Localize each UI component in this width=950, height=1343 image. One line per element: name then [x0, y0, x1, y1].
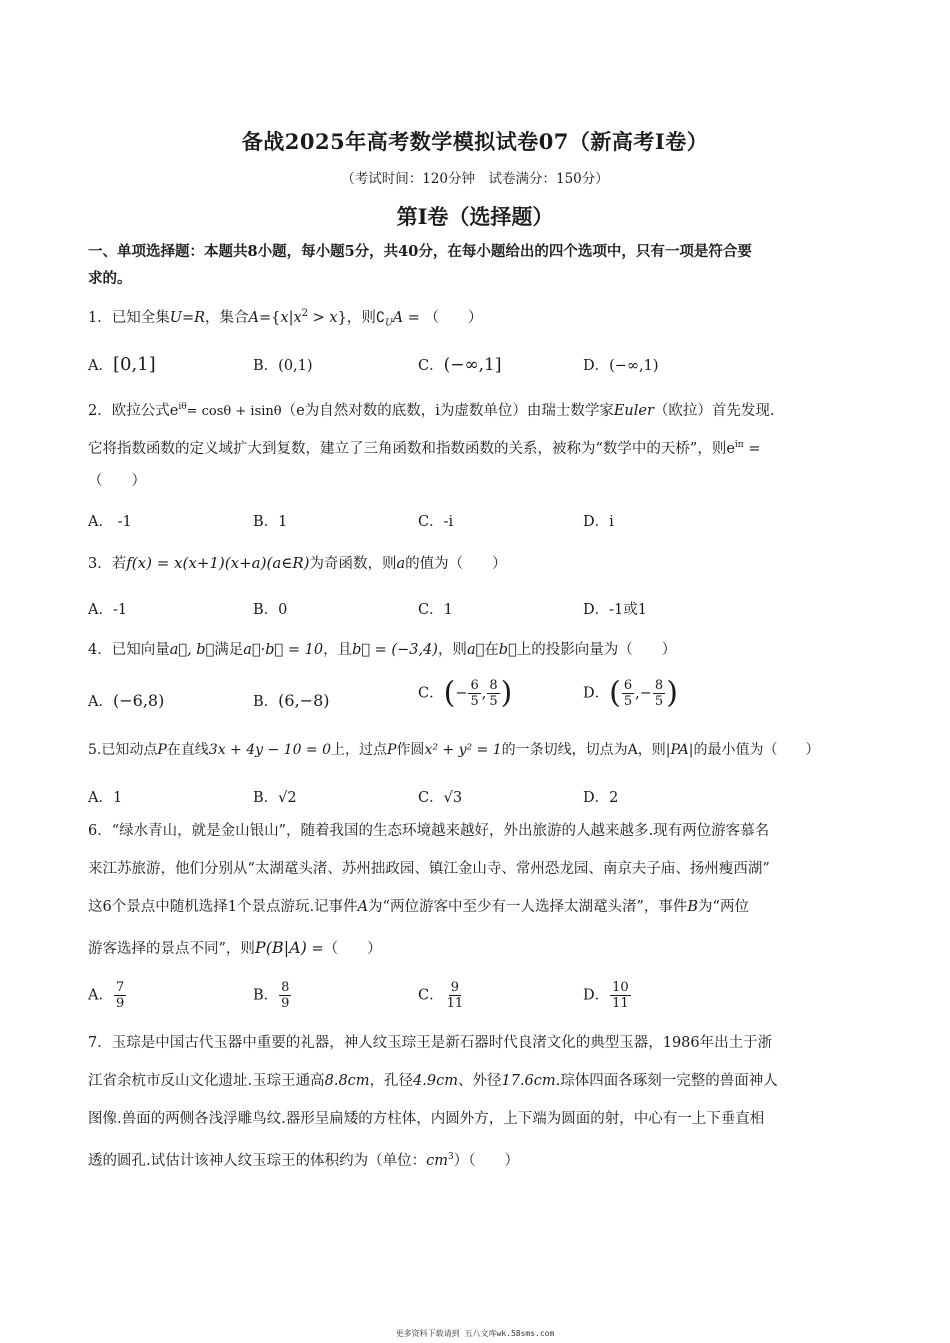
q1-opt-c-value: (−∞,1] [443, 355, 502, 375]
q1-opt-b-value: (0,1) [278, 358, 313, 374]
q6-line3-b: 为“两位游客中至少有一人选择太湖鼋头渚”，事件 [368, 899, 688, 915]
q1-stem: 1．已知全集U=R，集合$A=\{x|x^2 > x\}$，则$∁_UA$ = （ ） [88, 308, 483, 329]
q4-opt-b-value: (6,−8) [278, 691, 330, 710]
q4-d-lparen: ( [609, 675, 621, 711]
q2-line3: （ ） [88, 473, 146, 489]
q2-formula-base: e [169, 402, 179, 419]
q4-opt-c-label: C． [418, 685, 444, 702]
q4-c-frac1-num: 6 [470, 678, 479, 693]
q6-d-num: 10 [612, 980, 629, 995]
q5-option-a[interactable]: A．1 [88, 790, 123, 806]
q1-opt-d-label: D． [583, 358, 610, 374]
q2-line2 [88, 432, 760, 463]
q3-text-a: 3．若 [88, 556, 127, 572]
q6-b-num: 8 [281, 980, 290, 995]
q4-c-rparen: ) [500, 675, 513, 711]
q6-event-b: B [687, 899, 699, 915]
q4-d-frac1 [622, 678, 634, 709]
q4-option-d[interactable]: D．( $\frac{6}{5}$ ,− $\frac{8}{5}$ ) [583, 675, 678, 711]
q4-text-a: 4．已知向量 [88, 642, 170, 658]
q6-c-den: 11 [446, 996, 464, 1011]
q2-line2-sup: iπ [734, 440, 744, 450]
q6-c-num: 9 [450, 980, 460, 995]
q2-option-c[interactable]: C．-i [418, 514, 454, 530]
q7-unit-sup: 3 [447, 1152, 454, 1162]
q6-d-den: 11 [612, 996, 629, 1011]
q3-text-c: 的值为（ ） [405, 556, 507, 572]
q3-option-b[interactable]: B．0 [253, 602, 288, 618]
q4-c-lparen: ( [443, 675, 456, 711]
q6-a-num: 7 [115, 980, 125, 995]
q6-d-frac [610, 980, 631, 1011]
q7-line2-b: ，孔径 [369, 1073, 414, 1089]
q4-text-d: ，则 [437, 642, 467, 658]
q7-line2 [88, 1068, 778, 1095]
q6-line4-a: 游客选择的景点不同”，则 [88, 941, 255, 957]
q2-line1 [88, 394, 775, 425]
q5-pa: |PA| [665, 742, 694, 758]
q6-option-a[interactable] [88, 980, 127, 1011]
q5-text-c: 上，过点 [331, 742, 388, 758]
q3-var: a [396, 556, 406, 572]
q2-text-a: 2．欧拉公式 [88, 402, 170, 419]
q5-text-a: 5.已知动点 [88, 742, 158, 758]
q2-line2-eq: = [743, 440, 761, 457]
q7-height: 8.8cm [324, 1073, 370, 1089]
q5-option-d[interactable]: D．2 [583, 790, 619, 806]
q2-line2-base: e [726, 440, 735, 457]
q2-text-c: （欧拉）首先发现. [653, 402, 775, 419]
q3-text-b: 为奇函数，则 [309, 556, 397, 572]
q7-inner-diameter: 4.9cm [413, 1073, 458, 1089]
q4-opt-a-label: A． [88, 694, 113, 710]
q4-c-frac2-num: 8 [489, 678, 498, 693]
q7-line4-b: ）（ ） [453, 1152, 519, 1169]
q5-text-b: 在直线 [166, 742, 209, 758]
q5-text-e: 的一条切线，切点为A，则 [501, 742, 666, 758]
q4-opt-b-label: B． [253, 694, 279, 710]
q4-option-a[interactable] [88, 690, 164, 711]
q6-b-den: 9 [281, 996, 290, 1011]
q6-event-a: A [357, 899, 369, 915]
q4-d-frac1-den: 5 [623, 694, 633, 709]
q1-text-a: 1．已知全集 [88, 309, 170, 326]
q5-p: P [157, 742, 167, 758]
q4-vec-ab: a⃗, b⃗ [169, 642, 215, 658]
q5-opt-c-label: C． [418, 790, 444, 806]
q3-option-d[interactable]: D．-1或1 [583, 602, 647, 618]
q1-opt-b-label: B． [253, 358, 279, 374]
q1-text-c: ，则 [346, 309, 376, 326]
q2-text-b: （e为自然对数的底数，i为虚数单位）由瑞士数学家 [281, 402, 614, 419]
q7-line4-a: 透的圆孔.试估计该神人纹玉琮王的体积约为（单位： [88, 1152, 427, 1169]
q3-option-c[interactable]: C．1 [418, 602, 453, 618]
q4-c-frac2-den: 5 [489, 694, 498, 709]
q1-opt-a-label: A． [88, 358, 113, 374]
q6-opt-a-label: A． [88, 987, 113, 1004]
q4-text-c: ，且 [323, 642, 353, 658]
q4-d-frac2-num: 8 [654, 678, 664, 693]
q6-line4 [88, 934, 382, 963]
q4-stem [88, 637, 676, 664]
q7-line3: 图像.兽面的两侧各浅浮雕鸟纹.器形呈扁矮的方柱体，内圆外方，上下端为圆面的射，中心有一上下垂直相 [88, 1111, 765, 1127]
q3-option-a[interactable]: A．-1 [88, 602, 128, 618]
q4-text-e: 在 [484, 642, 499, 658]
q7-line2-d: .琮体四面各琢刻一完整的兽面神人 [555, 1073, 778, 1089]
q1-opt-a-value: [0,1] [112, 354, 156, 375]
q1-option-b[interactable] [253, 354, 313, 375]
q5-option-c[interactable] [418, 786, 462, 807]
q4-opt-d-label: D． [583, 685, 610, 702]
q6-line3 [88, 894, 749, 921]
q7-line1: 7．玉琮是中国古代玉器中重要的礼器，神人纹玉琮王是新石器时代良渚文化的典型玉器，1986年出土于浙 [88, 1035, 773, 1051]
q1-text-d: （ ） [424, 309, 483, 326]
q4-c-frac1 [468, 678, 480, 709]
q4-vb: b⃗ [498, 642, 517, 658]
q2-text-line2: 它将指数函数的定义域扩大到复数，建立了三角函数和指数函数的关系，被称为“数学中的天桥”，则 [88, 440, 727, 457]
q7-unit: cm [426, 1152, 448, 1169]
q6-opt-d-label: D． [583, 987, 610, 1004]
q2-option-b[interactable]: B．1 [253, 514, 288, 530]
q4-va: a⃗ [466, 642, 485, 658]
q6-option-d[interactable] [583, 980, 632, 1011]
q1-opt-d-value: (−∞,1) [609, 358, 659, 374]
q2-option-d[interactable]: D．i [583, 514, 614, 530]
q5-option-b[interactable] [253, 786, 297, 807]
q4-d-frac2 [653, 678, 665, 709]
q6-a-frac [114, 980, 126, 1011]
q4-bval: b⃗ = (−3,4) [352, 642, 438, 658]
q1-opt-c-label: C． [418, 358, 444, 374]
q4-option-c[interactable]: C．(− $\frac{6}{5}$ , $\frac{8}{5}$ ) [418, 675, 513, 711]
q4-d-rparen: ) [666, 675, 678, 711]
q5-opt-c-value: √3 [443, 790, 463, 806]
q6-line3-a: 这6个景点中随机选择1个景点游玩.记事件 [88, 899, 358, 915]
q5-text-d: 作圆 [396, 742, 425, 758]
q6-option-c[interactable] [418, 980, 466, 1011]
q4-option-b[interactable] [253, 690, 330, 711]
q4-opt-a-value: (−6,8) [112, 691, 165, 710]
q6-option-b[interactable] [253, 980, 292, 1011]
q1-text-b: ，集合 [205, 309, 249, 326]
q4-d-frac2-den: 5 [654, 694, 664, 709]
q1-option-d[interactable] [583, 354, 659, 375]
q5-opt-b-label: B． [253, 790, 279, 806]
q4-d-frac1-num: 6 [623, 678, 633, 693]
q1-option-a[interactable] [88, 354, 156, 375]
exam-subtitle: （考试时间：120分钟 试卷满分：150分） [341, 171, 609, 187]
q5-p2: P [387, 742, 397, 758]
q7-line2-a: 江省余杭市反山文化遗址.玉琮王通高 [88, 1073, 325, 1089]
q6-prob: P(B|A) [254, 938, 307, 957]
q4-c-frac1-den: 5 [470, 694, 479, 709]
q6-c-frac [445, 980, 466, 1011]
q2-formula-rest: = cosθ + isinθ [186, 403, 282, 419]
q5-line-eq: 3x + 4y − 10 = 0 [208, 742, 332, 758]
q7-line4 [88, 1144, 519, 1175]
q5-circle: x² + y² = 1 [424, 742, 502, 758]
exam-title: 备战2025年高考数学模拟试卷07（新高考Ⅰ卷） [241, 129, 709, 154]
page-footer: 更多资料下载请到 五八文库wk.58sms.com [395, 1329, 555, 1338]
q5-stem [88, 737, 819, 764]
instructions-line1: 一、单项选择题：本题共8小题，每小题5分，共40分，在每小题给出的四个选项中，只有一项是符合要 [88, 243, 752, 260]
q6-opt-b-label: B． [253, 987, 279, 1004]
q4-text-b: 满足 [214, 642, 244, 658]
q2-formula-sup: iθ [178, 402, 187, 412]
q4-c-frac2 [487, 678, 499, 709]
q5-opt-b-value: √2 [278, 790, 297, 806]
q2-option-a[interactable]: A． -1 [88, 514, 132, 530]
q6-a-den: 9 [115, 996, 125, 1011]
q7-line2-c: 、外径 [457, 1073, 502, 1089]
instructions-line2: 求的。 [88, 270, 132, 287]
q6-opt-c-label: C． [418, 987, 444, 1004]
q5-text-f: 的最小值为（ ） [693, 742, 820, 758]
q6-line2: 来江苏旅游，他们分别从“太湖鼋头渚、苏州拙政园、镇江金山寺、常州恐龙园、南京夫子庙、扬州瘦西湖” [88, 861, 770, 877]
q2-euler: Euler [613, 402, 654, 419]
q4-text-f: 上的投影向量为（ ） [516, 642, 677, 658]
q1-option-c[interactable] [418, 354, 502, 375]
q6-line4-b: =（ ） [306, 941, 382, 957]
section-title: 第Ⅰ卷（选择题） [396, 204, 554, 229]
q6-line1: 6．“绿水青山，就是金山银山”，随着我国的生态环境越来越好，外出旅游的人越来越多.现有两位游客慕名 [88, 823, 770, 839]
q3-stem [88, 550, 507, 578]
q6-line3-c: 为“两位 [698, 899, 749, 915]
q7-outer-diameter: 17.6cm [501, 1073, 556, 1089]
q6-b-frac [279, 980, 291, 1011]
q4-dot: a⃗·b⃗ = 10 [243, 642, 324, 658]
q3-formula: f(x) = x(x+1)(x+a)(a∈R) [126, 554, 310, 572]
